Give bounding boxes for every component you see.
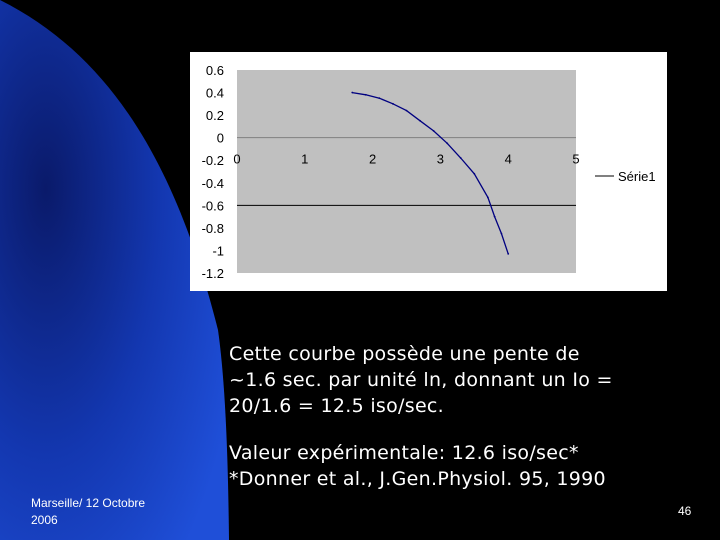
chart-panel bbox=[190, 52, 667, 291]
page-number: 46 bbox=[678, 504, 692, 518]
text-line: *Donner et al., J.Gen.Physiol. 95, 1990 bbox=[229, 468, 606, 490]
data-point bbox=[460, 157, 462, 159]
y-tick-label: -0.4 bbox=[201, 175, 224, 191]
data-point bbox=[487, 197, 489, 199]
data-point bbox=[392, 103, 394, 105]
data-point bbox=[501, 233, 503, 235]
y-tick-label: -0.2 bbox=[201, 153, 224, 169]
x-tick-label: 1 bbox=[301, 151, 309, 167]
x-tick-label: 0 bbox=[233, 151, 241, 167]
y-tick-label: 0 bbox=[216, 130, 224, 146]
data-point bbox=[351, 92, 353, 94]
text-line: 20/1.6 = 12.5 iso/sec. bbox=[229, 395, 445, 417]
footer-line: 2006 bbox=[31, 513, 58, 527]
x-tick-label: 4 bbox=[504, 151, 512, 167]
y-tick-label: -0.8 bbox=[201, 220, 224, 236]
text-line: ~1.6 sec. par unité ln, donnant un Io = bbox=[229, 369, 613, 391]
y-tick-label: -0.6 bbox=[201, 198, 224, 214]
y-tick-label: 0.6 bbox=[205, 63, 224, 78]
experimental-value-text bbox=[229, 440, 689, 492]
line-chart bbox=[190, 52, 667, 291]
data-point bbox=[446, 142, 448, 144]
legend-label: Série1 bbox=[618, 169, 656, 184]
data-point bbox=[494, 216, 496, 218]
data-point bbox=[433, 130, 435, 132]
y-tick-label: -1 bbox=[212, 243, 224, 259]
footer-line: Marseille/ 12 Octobre bbox=[31, 496, 146, 510]
x-tick-label: 2 bbox=[368, 151, 377, 167]
x-tick-label: 5 bbox=[572, 151, 580, 167]
text-line: Cette courbe possède une pente de bbox=[229, 343, 580, 365]
footer-location-date bbox=[31, 495, 145, 529]
plot-area bbox=[237, 70, 576, 273]
data-point bbox=[406, 110, 408, 112]
y-tick-label: 0.4 bbox=[205, 85, 224, 101]
slope-explanation-text bbox=[229, 341, 669, 419]
text-line: Valeur expérimentale: 12.6 iso/sec* bbox=[229, 442, 579, 464]
x-tick-label: 3 bbox=[436, 151, 445, 167]
data-point bbox=[365, 94, 367, 96]
data-point bbox=[378, 97, 380, 99]
y-tick-label: -1.2 bbox=[201, 266, 224, 281]
data-point bbox=[507, 253, 509, 255]
y-tick-label: 0.2 bbox=[205, 108, 224, 124]
data-point bbox=[473, 173, 475, 175]
data-point bbox=[419, 120, 421, 122]
